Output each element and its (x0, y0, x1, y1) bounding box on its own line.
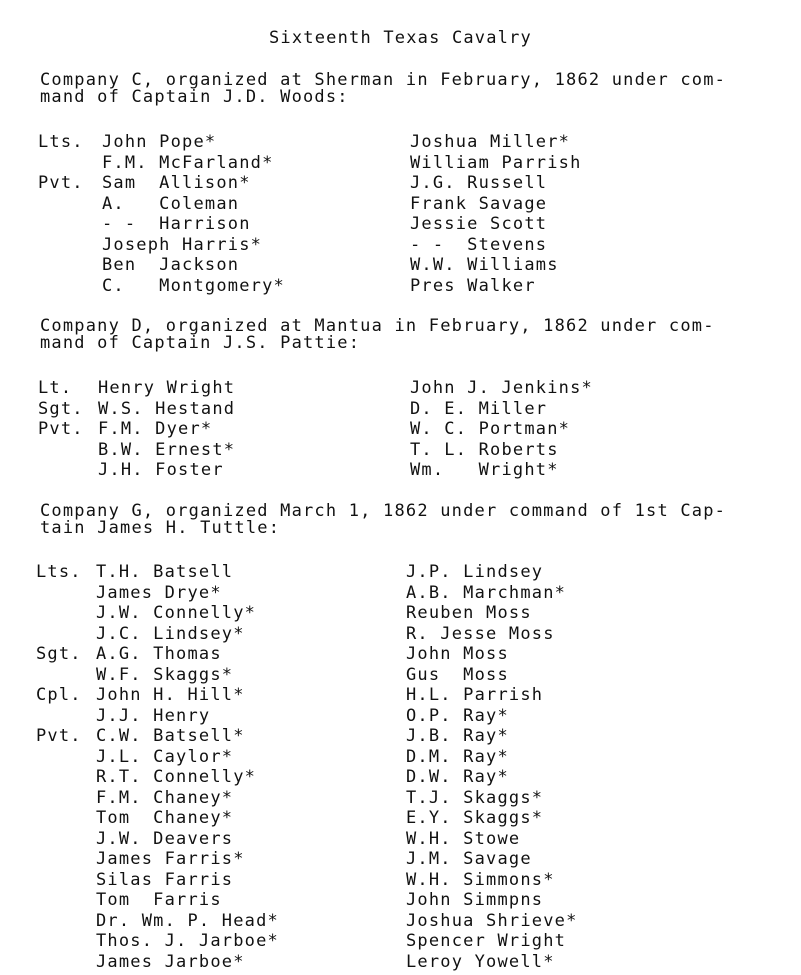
soldier-name: D.W. Ray* (406, 767, 509, 787)
roster-row (36, 788, 376, 809)
soldier-name: T.J. Skaggs* (406, 787, 544, 808)
soldier-name: D. E. Miller (410, 398, 548, 419)
soldier-name: J.H. Foster (98, 460, 224, 480)
company-g-heading-line1: Company G, organized March 1, 1862 under command of 1st Cap- (40, 501, 727, 521)
soldier-name: Joshua Miller* (410, 132, 571, 152)
soldier-name: Dr. Wm. P. Head* (96, 910, 279, 931)
soldier-name: J.W. Connelly* (96, 603, 257, 623)
roster-row (36, 849, 376, 870)
soldier-name: C. Montgomery* (102, 275, 285, 296)
roster-row (38, 276, 378, 297)
soldier-name: W.H. Stowe (406, 828, 521, 849)
soldier-name: Sam Allison* (102, 173, 251, 193)
roster-row (406, 747, 780, 768)
rank-label: Pvt. (38, 173, 84, 193)
soldier-name: J.J. Henry (96, 705, 211, 726)
company-g-left-roster (36, 562, 376, 972)
roster-row (410, 235, 780, 256)
company-d-heading-line1: Company D, organized at Mantua in February, 1862 under com- (40, 316, 715, 336)
soldier-name: Spencer Wright (406, 931, 567, 951)
roster-row (410, 173, 780, 194)
page-title: Sixteenth Texas Cavalry (268, 28, 532, 48)
soldier-name: Joshua Shrieve* (406, 910, 578, 931)
company-d-heading-line2: mand of Captain J.S. Pattie: (40, 333, 361, 353)
soldier-name: D.M. Ray* (406, 746, 509, 767)
roster-row (406, 911, 780, 932)
roster-row (406, 788, 780, 809)
soldier-name: W.F. Skaggs* (96, 664, 234, 685)
roster-row (406, 583, 780, 604)
soldier-name: Frank Savage (410, 193, 548, 214)
soldier-name: C.W. Batsell* (96, 726, 245, 746)
soldier-name: Tom Chaney* (96, 808, 234, 828)
roster-row (410, 419, 780, 440)
roster-row (410, 460, 780, 481)
roster-row (36, 603, 376, 624)
soldier-name: Leroy Yowell* (406, 951, 555, 972)
soldier-name: Tom Farris (96, 890, 222, 910)
soldier-name: John H. Hill* (96, 685, 245, 705)
company-c-heading-line1: Company C, organized at Sherman in February, 1862 under com- (40, 70, 727, 90)
roster-row (36, 767, 376, 788)
soldier-name: J.B. Ray* (406, 726, 509, 746)
company-g-heading-line2: tain James H. Tuttle: (40, 518, 281, 538)
rank-label: Pvt. (38, 419, 84, 439)
roster-row (410, 378, 780, 399)
soldier-name: E.Y. Skaggs* (406, 808, 544, 828)
roster-row (410, 255, 780, 276)
soldier-name: Henry Wright (98, 378, 236, 398)
roster-row (38, 173, 378, 194)
roster-row (38, 460, 378, 481)
roster-row (36, 624, 376, 645)
roster-row (38, 440, 378, 461)
roster-row (38, 419, 378, 440)
roster-row (406, 870, 780, 891)
company-c-right-roster (410, 132, 780, 296)
roster-row (410, 132, 780, 153)
roster-row (36, 644, 376, 665)
roster-row (36, 726, 376, 747)
soldier-name: F.M. Dyer* (98, 419, 213, 439)
rank-label: Pvt. (36, 726, 82, 746)
roster-row (38, 132, 378, 153)
soldier-name: J.L. Caylor* (96, 746, 234, 767)
soldier-name: T.H. Batsell (96, 562, 234, 582)
roster-row (38, 153, 378, 174)
roster-row (38, 378, 378, 399)
roster-row (36, 665, 376, 686)
soldier-name: J.G. Russell (410, 173, 548, 193)
roster-row (410, 440, 780, 461)
soldier-name: H.L. Parrish (406, 685, 544, 705)
soldier-name: Joseph Harris* (102, 234, 263, 255)
roster-row (406, 644, 780, 665)
roster-row (406, 952, 780, 973)
soldier-name: Gus Moss (406, 664, 509, 685)
soldier-name: W.S. Hestand (98, 398, 236, 419)
soldier-name: A.B. Marchman* (406, 582, 567, 603)
company-g-heading (40, 503, 780, 537)
roster-row (406, 849, 780, 870)
roster-row (410, 194, 780, 215)
roster-row (406, 808, 780, 829)
rank-label: Cpl. (36, 685, 82, 705)
rank-label: Sgt. (36, 644, 82, 664)
soldier-name: Silas Farris (96, 869, 234, 890)
company-d-right-roster (410, 378, 780, 481)
roster-row (38, 399, 378, 420)
roster-row (406, 562, 780, 583)
soldier-name: John J. Jenkins* (410, 378, 593, 398)
soldier-name: B.W. Ernest* (98, 439, 236, 460)
roster-row (410, 276, 780, 297)
rank-label: Sgt. (38, 398, 84, 419)
soldier-name: - - Harrison (102, 214, 251, 234)
roster-row (36, 562, 376, 583)
roster-row (36, 931, 376, 952)
soldier-name: W.W. Williams (410, 255, 559, 275)
soldier-name: John Simmpns (406, 890, 544, 910)
soldier-name: J.W. Deavers (96, 828, 234, 849)
roster-row (38, 255, 378, 276)
soldier-name: Reuben Moss (406, 603, 532, 623)
roster-row (406, 603, 780, 624)
roster-row (406, 726, 780, 747)
soldier-name: O.P. Ray* (406, 705, 509, 726)
soldier-name: W. C. Portman* (410, 419, 571, 439)
soldier-name: T. L. Roberts (410, 439, 559, 460)
roster-row (406, 624, 780, 645)
roster-row (406, 767, 780, 788)
roster-row (410, 399, 780, 420)
rank-label: Lt. (38, 378, 73, 398)
roster-row (36, 952, 376, 973)
company-g-right-roster (406, 562, 780, 972)
roster-row (406, 706, 780, 727)
soldier-name: John Pope* (102, 132, 217, 152)
soldier-name: James Jarboe* (96, 951, 245, 972)
roster-row (36, 583, 376, 604)
roster-row (36, 890, 376, 911)
soldier-name: Thos. J. Jarboe* (96, 931, 279, 951)
soldier-name: F.M. Chaney* (96, 787, 234, 808)
rank-label: Lts. (36, 562, 82, 582)
soldier-name: Ben Jackson (102, 255, 240, 275)
roster-row (38, 214, 378, 235)
roster-row (36, 808, 376, 829)
soldier-name: W.H. Simmons* (406, 869, 555, 890)
soldier-name: James Farris* (96, 849, 245, 869)
company-c-left-roster (38, 132, 378, 296)
soldier-name: J.C. Lindsey* (96, 623, 245, 644)
rank-label: Lts. (38, 132, 84, 152)
roster-row (410, 153, 780, 174)
company-d-heading (40, 318, 780, 352)
company-c-heading-line2: mand of Captain J.D. Woods: (40, 87, 349, 107)
roster-row (406, 931, 780, 952)
roster-row (410, 214, 780, 235)
soldier-name: John Moss (406, 644, 509, 664)
soldier-name: A. Coleman (102, 193, 240, 214)
soldier-name: R.T. Connelly* (96, 767, 257, 787)
soldier-name: Jessie Scott (410, 214, 548, 234)
soldier-name: James Drye* (96, 582, 222, 603)
soldier-name: - - Stevens (410, 234, 548, 255)
company-c-heading (40, 72, 780, 106)
soldier-name: R. Jesse Moss (406, 623, 555, 644)
roster-row (36, 685, 376, 706)
roster-row (406, 685, 780, 706)
roster-row (36, 829, 376, 850)
roster-row (38, 235, 378, 256)
roster-row (36, 747, 376, 768)
roster-row (36, 911, 376, 932)
roster-row (406, 665, 780, 686)
soldier-name: J.M. Savage (406, 849, 532, 869)
roster-row (406, 890, 780, 911)
roster-row (406, 829, 780, 850)
soldier-name: A.G. Thomas (96, 644, 222, 664)
soldier-name: William Parrish (410, 152, 582, 173)
soldier-name: F.M. McFarland* (102, 152, 274, 173)
roster-row (36, 706, 376, 727)
soldier-name: J.P. Lindsey (406, 562, 544, 582)
soldier-name: Wm. Wright* (410, 460, 559, 480)
roster-row (36, 870, 376, 891)
roster-row (38, 194, 378, 215)
soldier-name: Pres Walker (410, 275, 536, 296)
company-d-left-roster (38, 378, 378, 481)
